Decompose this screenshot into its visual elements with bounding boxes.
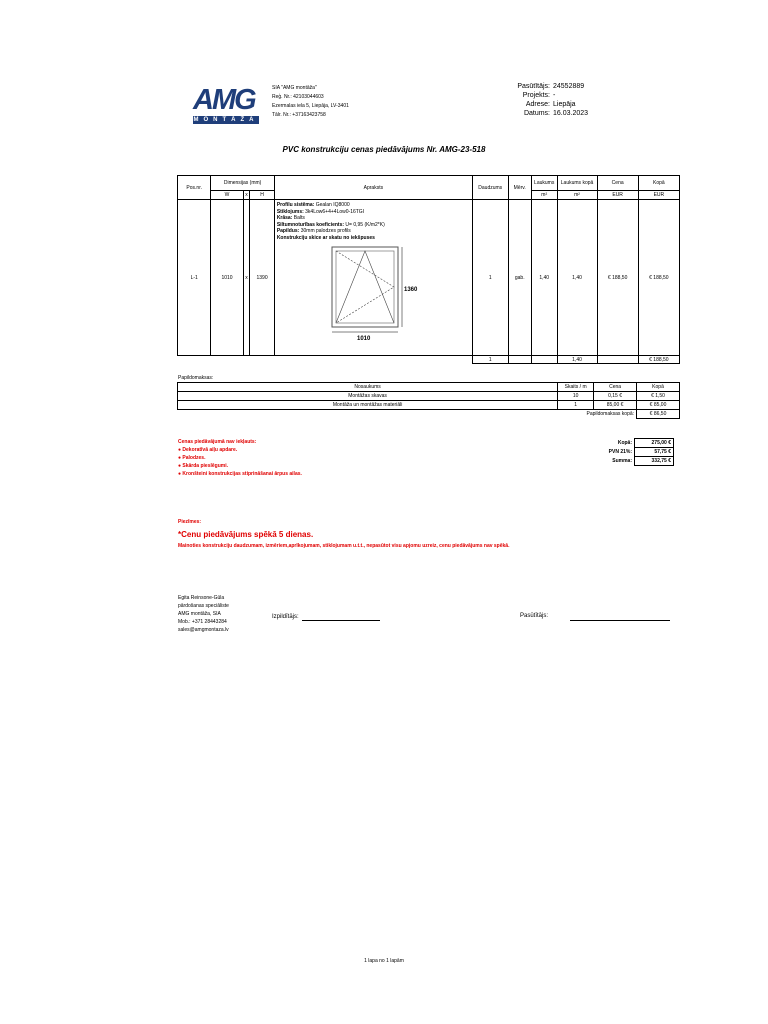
desc-value: Gealan IQ8000	[314, 202, 350, 208]
table-row	[178, 392, 680, 401]
header-unit: Mērv.	[508, 176, 531, 200]
extras-count: 10	[558, 392, 594, 401]
logo-sub: MONTĀŽA	[193, 117, 259, 123]
extras-name: Montāžas skavas	[178, 392, 558, 401]
extras-total: € 1,50	[637, 392, 680, 401]
header-total-currency: EUR	[638, 191, 679, 200]
customer-label: Pasūtītājs:	[520, 613, 549, 619]
header-area-unit: m²	[531, 191, 557, 200]
vat-label: PVN 21%:	[608, 449, 632, 455]
client-value: 24552889	[553, 83, 585, 90]
total-value: 275,00 €	[635, 439, 674, 448]
sum-value: 332,75 €	[635, 457, 674, 466]
company-name: SIA "AMG montāža"	[272, 85, 317, 91]
header-w: W	[211, 191, 243, 200]
contact-company: AMG montāža, SIA	[178, 611, 221, 617]
desc-key: Krāsa:	[276, 215, 293, 221]
header-area: Laukums	[531, 176, 557, 191]
client-row	[480, 91, 588, 100]
client-value: -	[553, 92, 556, 99]
extras-total: € 85,00	[637, 401, 680, 410]
table-row	[178, 200, 680, 356]
change-note: Mainoties konstrukciju daudzumam, izmēriem,aprīkojumam, stiklojumam u.t.t., nepasūtot visu apjomu uzreiz, cenu piedāvājums nav spēkā.	[178, 543, 510, 549]
client-key: Datums:	[523, 110, 550, 117]
header-desc: Apraksts	[274, 176, 472, 200]
extras-sum-label: Papildomaksas kopā:	[178, 410, 637, 419]
contact-email: sales@amgmontaza.lv	[178, 627, 229, 633]
extras-table	[177, 382, 680, 419]
header-total: Kopā	[638, 176, 679, 191]
page-number: 1 lapa no 1 lapām	[364, 958, 404, 964]
turn-lines	[336, 251, 394, 323]
extras-sum-value: € 86,50	[637, 410, 680, 419]
cell-x: x	[243, 200, 250, 356]
sum-total: € 188,50	[638, 356, 679, 364]
sum-label: Summa:	[612, 458, 632, 464]
exclusion-item: ● Palodzes.	[178, 455, 206, 461]
header-area-total: Laukums kopā	[557, 176, 597, 191]
contact-phone: Mob.: +371 28443284	[178, 619, 227, 625]
sum-row	[178, 356, 680, 364]
header-pos: Pos.nr.	[178, 176, 211, 200]
desc-key: Papildus:	[276, 228, 300, 234]
company-reg: Reģ. Nr.: 42103044603	[272, 94, 324, 100]
company-address: Ezermalas iela 5, Liepāja, LV-3401	[272, 103, 349, 109]
vat-value: 57,75 €	[635, 448, 674, 457]
totals-table	[560, 438, 674, 466]
window-sash	[336, 251, 394, 323]
customer-signature-line	[570, 620, 670, 621]
validity-note: *Cenu piedāvājums spēkā 5 dienas.	[178, 530, 314, 539]
document-title: PVC konstrukciju cenas piedāvājums Nr. AMG-23-518	[282, 145, 486, 154]
cell-qty: 1	[472, 200, 508, 356]
desc-value: 30mm palodzes profils	[299, 228, 351, 234]
window-frame	[332, 247, 398, 327]
extras-name: Montāža un montāžas materiāli	[178, 401, 558, 410]
header-dims: Dimensijas (mm)	[211, 176, 274, 191]
desc-value: 3k4Low6+4+4Low0-16TGI	[303, 208, 365, 215]
amg-logo	[193, 86, 259, 124]
client-key: Adrese:	[525, 101, 550, 108]
extras-header-price: Cena	[594, 383, 637, 392]
client-key: Pasūtītājs:	[517, 83, 550, 90]
cell-w: 1010	[211, 200, 243, 356]
cell-unit: gab.	[508, 200, 531, 356]
extras-label: Papildomaksas:	[178, 375, 214, 381]
cell-area: 1,40	[531, 200, 557, 356]
construction-table	[177, 175, 680, 364]
desc-key: Profilu sistēma:	[276, 202, 315, 208]
remarks-title: Piezīmes:	[178, 519, 202, 525]
window-drawing	[327, 245, 427, 341]
client-key: Projekts:	[522, 92, 550, 99]
desc-value: U= 0,95 (K/m2*K)	[344, 221, 385, 228]
header-price: Cena	[597, 176, 638, 191]
tilt-lines	[336, 251, 394, 323]
exclusions-notes	[178, 438, 302, 478]
sum-area-total: 1,40	[557, 356, 597, 364]
header-price-currency: EUR	[597, 191, 638, 200]
client-value: 16.03.2023	[553, 110, 589, 117]
desc-key: Siltumnoturības koeficients:	[276, 221, 345, 228]
client-row	[480, 100, 588, 109]
header-x: x	[243, 191, 250, 200]
contact-role: pārdošanas speciāliste	[178, 603, 229, 609]
logo-brand: AMG	[193, 84, 255, 116]
desc-key: Stiklojums:	[276, 208, 304, 215]
contact-block	[178, 594, 229, 634]
cell-description	[274, 200, 472, 356]
exclusion-item: ● Kronšteini konstrukcijas stiprināšanai ārpus ailas.	[178, 471, 302, 477]
cell-area-total: 1,40	[557, 200, 597, 356]
total-label: Kopā:	[617, 440, 632, 446]
exclusions-title: Cenas piedāvājumā nav iekļauts:	[178, 439, 257, 445]
extras-price: 0,15 €	[594, 392, 637, 401]
executor-signature-line	[302, 620, 380, 621]
exclusion-item: ● Skārda pieslēgumi.	[178, 463, 228, 469]
header-qty: Daudzums	[472, 176, 508, 200]
exclusion-item: ● Dekoratīvā aiļu apdare.	[178, 447, 238, 453]
cell-pos: L-1	[178, 200, 211, 356]
extras-count: 1	[558, 401, 594, 410]
company-info	[272, 84, 349, 120]
extras-header-total: Kopā	[637, 383, 680, 392]
header-h: H	[250, 191, 274, 200]
desc-key: Konstrukciju skice ar skatu no iekšpuses	[276, 234, 375, 241]
contact-name: Egita Reinsone-Gūla	[178, 595, 225, 601]
client-value: Liepāja	[553, 101, 576, 108]
cell-h: 1390	[250, 200, 274, 356]
width-dim-label: 1010	[356, 336, 371, 341]
client-info	[480, 82, 588, 118]
header-area-total-unit: m²	[557, 191, 597, 200]
extras-price: 85,00 €	[594, 401, 637, 410]
desc-line	[277, 235, 470, 242]
extras-header-name: Nosaukums	[178, 383, 558, 392]
height-dim-label: 1360	[403, 287, 418, 293]
client-row	[480, 109, 588, 118]
sum-qty: 1	[472, 356, 508, 364]
table-row	[178, 401, 680, 410]
cell-total: € 188,50	[638, 200, 679, 356]
extras-header-count: Skaits / m	[558, 383, 594, 392]
cell-price: € 188,50	[597, 200, 638, 356]
company-phone: Tālr. Nr.: +37163423758	[272, 112, 326, 118]
client-row	[480, 82, 588, 91]
executor-label: Izpildītājs:	[272, 614, 299, 620]
desc-value: Balts	[292, 215, 305, 221]
